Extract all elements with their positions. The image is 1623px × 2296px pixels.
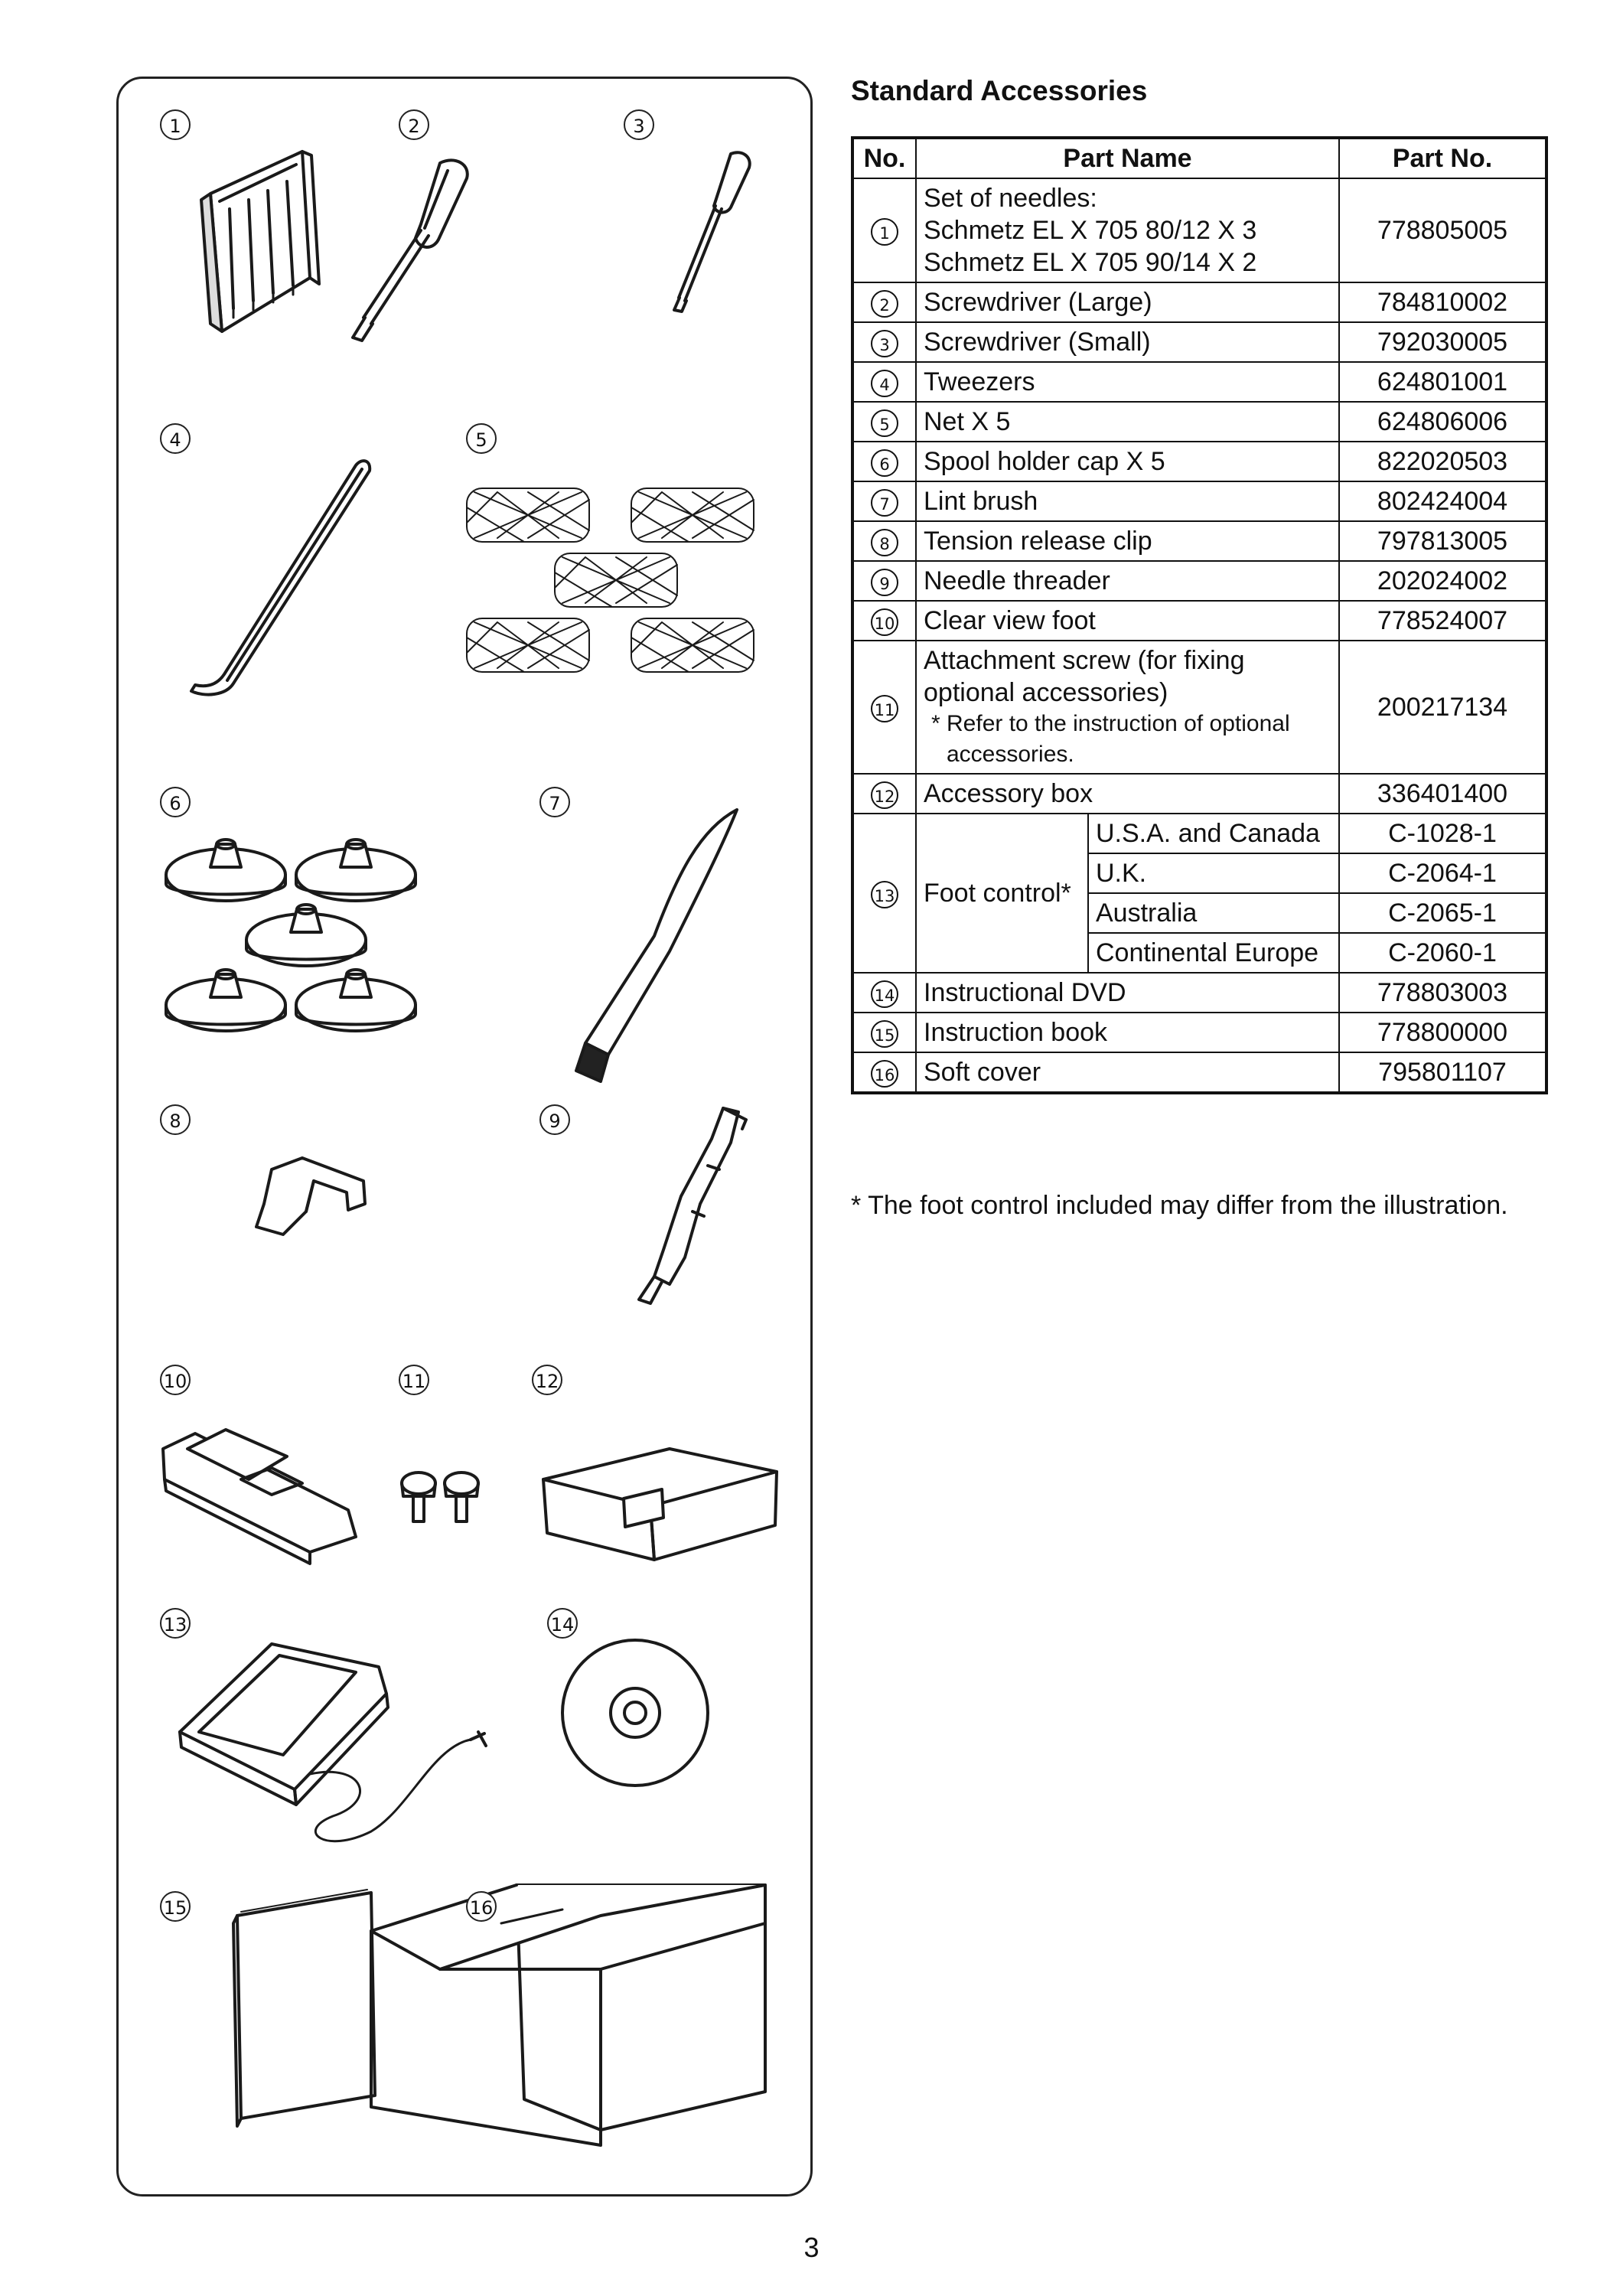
page-number: 3	[803, 2232, 820, 2263]
table-row	[852, 282, 1546, 322]
row-number: 8	[871, 529, 898, 556]
table-row	[852, 178, 1546, 282]
part-note-line: * Refer to the instruction of optional	[931, 711, 1290, 736]
dvd-illustration	[562, 1640, 708, 1786]
table-header-row	[852, 138, 1546, 178]
screwdriver-small-illustration	[674, 152, 750, 311]
region-cell: Australia	[1088, 893, 1339, 933]
part-name-line: Schmetz EL X 705 80/12 X 3	[924, 216, 1257, 245]
part-number-cell: 778803003	[1339, 973, 1546, 1013]
nets-illustration	[467, 488, 754, 672]
illustration-number-15: 15	[160, 1891, 191, 1922]
table-row	[852, 601, 1546, 641]
table-row	[852, 362, 1546, 402]
part-name-cell: Instruction book	[916, 1013, 1339, 1052]
part-name-cell: Net X 5	[916, 402, 1339, 442]
row-number: 10	[871, 608, 898, 636]
part-number-cell: 792030005	[1339, 322, 1546, 362]
table-row	[852, 774, 1546, 814]
part-name-cell: Soft cover	[916, 1052, 1339, 1093]
part-name-cell: Tension release clip	[916, 521, 1339, 561]
part-name-cell: Screwdriver (Small)	[916, 322, 1339, 362]
header-part-name: Part Name	[916, 138, 1339, 178]
region-cell: Continental Europe	[1088, 933, 1339, 973]
table-row	[852, 814, 1546, 853]
part-number-cell: 624806006	[1339, 402, 1546, 442]
row-number: 12	[871, 781, 898, 809]
row-number: 6	[871, 449, 898, 477]
illustration-number-5: 5	[466, 423, 497, 454]
row-number: 9	[871, 569, 898, 596]
part-number-cell: 822020503	[1339, 442, 1546, 481]
illustration-number-11: 11	[399, 1365, 429, 1395]
part-number-cell: 802424004	[1339, 481, 1546, 521]
part-name-cell: Clear view foot	[916, 601, 1339, 641]
lint-brush-illustration	[576, 810, 737, 1081]
part-name-cell: Foot control*	[916, 814, 1088, 973]
row-number: 11	[871, 695, 898, 722]
table-row	[852, 1052, 1546, 1093]
illustration-number-12: 12	[532, 1365, 562, 1395]
illustration-number-4: 4	[160, 423, 191, 454]
part-name-line: Set of needles:	[924, 184, 1097, 213]
table-footnote: * The foot control included may differ from the illustration.	[851, 1191, 1508, 1220]
illustration-number-7: 7	[539, 787, 570, 817]
tension-clip-illustration	[256, 1158, 365, 1234]
part-name-cell: Needle threader	[916, 561, 1339, 601]
part-number-cell: C-2064-1	[1339, 853, 1546, 893]
needle-set-illustration	[201, 152, 319, 331]
needle-threader-illustration	[639, 1108, 746, 1303]
row-number: 3	[871, 330, 898, 357]
illustration-number-10: 10	[160, 1365, 191, 1395]
part-number-cell: 797813005	[1339, 521, 1546, 561]
illustration-panel	[116, 77, 813, 2197]
page-title: Standard Accessories	[851, 75, 1148, 106]
soft-cover-illustration	[371, 1885, 765, 2145]
part-number-cell: 778805005	[1339, 178, 1546, 282]
table-row	[852, 442, 1546, 481]
spool-caps-illustration	[166, 840, 416, 1031]
part-number-cell: C-1028-1	[1339, 814, 1546, 853]
row-number: 2	[871, 290, 898, 318]
illustration-number-3: 3	[624, 109, 654, 140]
illustration-number-6: 6	[160, 787, 191, 817]
part-name-line: Attachment screw (for fixing	[924, 646, 1245, 675]
row-number: 16	[871, 1060, 898, 1088]
illustration-number-2: 2	[399, 109, 429, 140]
table-row	[852, 973, 1546, 1013]
row-number: 15	[871, 1020, 898, 1048]
part-number-cell: 202024002	[1339, 561, 1546, 601]
accessory-illustrations	[119, 79, 815, 2199]
illustration-number-8: 8	[160, 1104, 191, 1135]
region-cell: U.S.A. and Canada	[1088, 814, 1339, 853]
table-row	[852, 481, 1546, 521]
accessory-box-illustration	[543, 1449, 777, 1560]
part-number-cell: 795801107	[1339, 1052, 1546, 1093]
attachment-screws-illustration	[402, 1473, 478, 1521]
row-number: 13	[871, 881, 898, 908]
illustration-number-14: 14	[547, 1608, 578, 1639]
tweezers-illustration	[191, 461, 370, 694]
part-number-cell: 778800000	[1339, 1013, 1546, 1052]
foot-control-illustration	[180, 1644, 486, 1841]
part-number-cell: C-2065-1	[1339, 893, 1546, 933]
table-row	[852, 561, 1546, 601]
accessories-table	[851, 136, 1548, 1094]
illustration-number-13: 13	[160, 1608, 191, 1639]
table-row	[852, 322, 1546, 362]
clear-view-foot-illustration	[163, 1430, 356, 1564]
illustration-number-1: 1	[160, 109, 191, 140]
instruction-book-illustration	[233, 1890, 375, 2126]
part-name-cell: Tweezers	[916, 362, 1339, 402]
part-name-cell: Instructional DVD	[916, 973, 1339, 1013]
table-row	[852, 1013, 1546, 1052]
illustration-number-16: 16	[466, 1891, 497, 1922]
part-number-cell: 624801001	[1339, 362, 1546, 402]
row-number: 7	[871, 489, 898, 517]
row-number: 4	[871, 370, 898, 397]
part-name-line: Schmetz EL X 705 90/14 X 2	[924, 248, 1257, 277]
row-number: 5	[871, 409, 898, 437]
part-name-cell: Accessory box	[916, 774, 1339, 814]
part-number-cell: 336401400	[1339, 774, 1546, 814]
header-no: No.	[852, 138, 916, 178]
table-row	[852, 641, 1546, 774]
illustration-number-9: 9	[539, 1104, 570, 1135]
part-number-cell: 200217134	[1339, 641, 1546, 774]
header-part-no: Part No.	[1339, 138, 1546, 178]
row-number: 1	[871, 218, 898, 246]
part-name-cell: Screwdriver (Large)	[916, 282, 1339, 322]
table-row	[852, 402, 1546, 442]
screwdriver-large-illustration	[353, 160, 468, 341]
part-name-line: optional accessories)	[924, 678, 1168, 707]
part-name-cell: Spool holder cap X 5	[916, 442, 1339, 481]
part-name-cell	[916, 178, 1339, 282]
part-number-cell: 778524007	[1339, 601, 1546, 641]
part-note-line: accessories.	[947, 742, 1074, 767]
region-cell: U.K.	[1088, 853, 1339, 893]
part-number-cell: 784810002	[1339, 282, 1546, 322]
part-name-cell	[916, 641, 1339, 774]
table-row	[852, 521, 1546, 561]
row-number: 14	[871, 980, 898, 1008]
part-name-cell: Lint brush	[916, 481, 1339, 521]
part-number-cell: C-2060-1	[1339, 933, 1546, 973]
